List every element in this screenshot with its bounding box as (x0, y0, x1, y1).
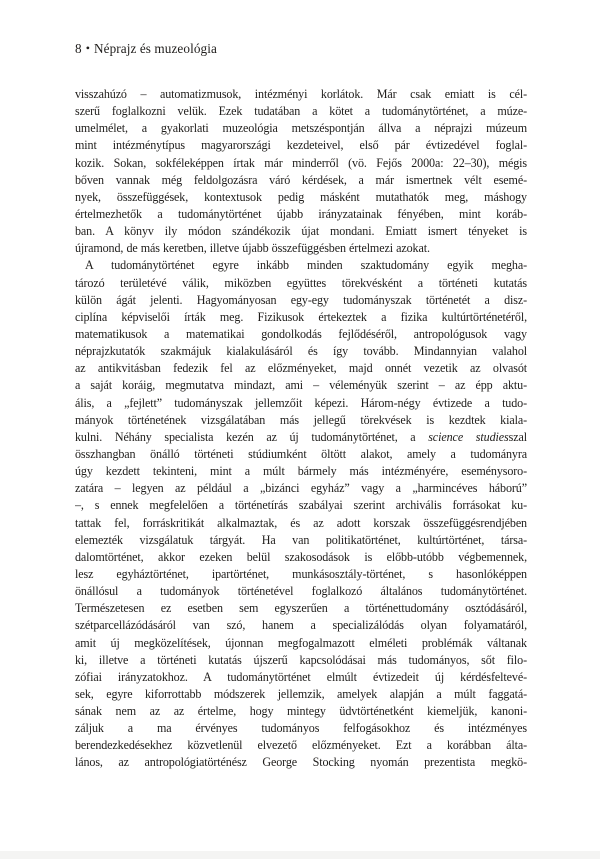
text-segment: kulni. Néhány specialista kezén az új tudománytörténet, a (75, 429, 429, 444)
text-line: szerű foglalkozni velük. Ezek tudatában a kötet a tudománytörténet, a múze- (75, 104, 527, 119)
text-line: tározó területévé válik, miközben együttes törekvésként a történeti kutatás (75, 275, 527, 290)
text-segment: szal (508, 429, 527, 444)
italic-phrase: science studies (428, 429, 509, 444)
text-line: visszahúzó – automatizmusok, intézményi korlátok. Már csak emiatt is cél- (75, 87, 527, 101)
text-line: a saját koráig, megmutatva mindazt, ami – véleményük szerint – az épp aktu- (75, 378, 527, 393)
text-body (75, 86, 527, 772)
page-bottom-edge (0, 851, 600, 859)
text-line: mint intézménytípus magyarországi kezdeteivel, első pár évtizedével foglal- (75, 138, 527, 153)
text-line: ciplína képviselői írták meg. Fizikusok értekeztek a fizika kultúrtörténetéről, (75, 309, 527, 324)
text-line: matematikusok a matematikai gondolkodás fejlődéséről, antropológusok vagy (75, 326, 527, 341)
text-line: berendezkedésekhez közvetlenül elvezető előzményeket. Ezt a korábban álta- (75, 738, 527, 753)
text-line: ális, a „fejlett” tudományszak jellemzőit képezi. Három-négy évtizede a tudo- (75, 395, 527, 410)
text-line: néprajzkutatók szakmájuk kialakulásáról és így tovább. Mindannyian valahol (75, 344, 527, 359)
text-line: mányok történetének vizsgálatában más jellegű törekvések is kezdtek kiala- (75, 412, 527, 427)
page-number: 8 (75, 41, 82, 56)
text-line: dalomtörténet, akkor ezeken belül szakosodások is előbb-utóbb végbemennek, (75, 549, 527, 564)
text-line: Természetesen ez esetben sem egyszerűen a történettudomány osztódásáról, (75, 601, 527, 616)
text-line: külön ágát jelenti. Hagyományosan egy-egy tudományszak történetét a disz- (75, 292, 527, 307)
text-line (75, 429, 527, 446)
text-line: sek, egyre kiforrottabb módszerek jellemzik, amelyek alapján a múlt faggatá- (75, 686, 527, 701)
text-line: ki, illetve a történeti kutatás újszerű kapcsolódásai más tudományos, sőt filo- (75, 652, 527, 667)
text-line: úgy kezdett tekinteni, mint a múlt bármely más intézményére, eseménysoro- (75, 464, 527, 479)
text-line: értelmezhetők a tudománytörténet újabb irányzatainak fényében, mint koráb- (75, 206, 527, 221)
text-line: záljuk a ma érvényes tudományos felfogásokhoz és intézményes (75, 721, 527, 736)
text-line: sának nem az az értelme, hogy mintegy üdvtörténetként kiemeljük, kanoni- (75, 704, 527, 719)
text-line: elemezték vizsgálatuk tárgyát. Ha van politikatörténet, kultúrtörténet, társa- (75, 532, 527, 547)
text-line: lesz egyháztörténet, ipartörténet, munkásosztály-történet, s hasonlóképpen (75, 566, 527, 581)
text-line: ban. A könyv ily módon szándékozik újat mondani. Emiatt ismert tényeket is (75, 224, 527, 239)
text-line: újramond, de más keretben, illetve újabb összefüggésben értelmezi azokat. (75, 241, 430, 256)
text-line: kozik. Sokan, sokféleképpen írtak már minderről (vö. Fejős 2000a: 22–30), mégis (75, 155, 527, 170)
text-line: az antikvitásban fedezik fel az előzményeket, majd onnét vezetik az olvasót (75, 361, 527, 376)
text-line: szétparcellázódásáról van szó, hanem a specializálódás olyan folyamatáról, (75, 618, 527, 633)
text-line: umelmélet, a gyakorlati muzeológia metszéspontján állva a néprajzi múzeum (75, 121, 527, 136)
text-line: zófiai irányzatokhoz. A tudománytörténet elmúlt évtizedeit új kérdésfeltevé- (75, 669, 527, 684)
running-header (75, 41, 527, 57)
bullet-separator-icon: • (85, 41, 91, 55)
text-line: –, s ennek megfelelően a történetírás szabályai szerint archivális forrásokat ku- (75, 498, 527, 513)
text-line: A tudománytörténet egyre inkább minden szaktudomány egyik megha- (85, 258, 527, 273)
text-line: tattak fel, forráskritikát alkalmaztak, és az adott korszak összefüggésrendjében (75, 515, 527, 530)
text-line: zatára – legyen az például a „bizánci egyház” vagy a „harmincéves háború” (75, 481, 527, 496)
text-line: amit új megközelítések, újonnan megfogalmazott elméleti problémák váltanak (75, 635, 527, 650)
text-line: összhangban önálló történeti stúdiumként öltött alakot, amely a tudományra (75, 446, 527, 461)
text-line: bőven vannak még feldolgozásra váró kérdések, a már ismertnek vélt esemé- (75, 172, 527, 187)
text-line: nyek, összefüggések, kontextusok pedig másként mutathatók meg, máshogy (75, 189, 527, 204)
running-title: Néprajz és muzeológia (94, 41, 217, 56)
text-line: önállósul a tudományok történetével foglalkozó általános tudománytörténet. (75, 584, 527, 599)
text-line: lános, az antropológiatörténész George Stocking nyomán prezentista megkö- (75, 755, 527, 770)
